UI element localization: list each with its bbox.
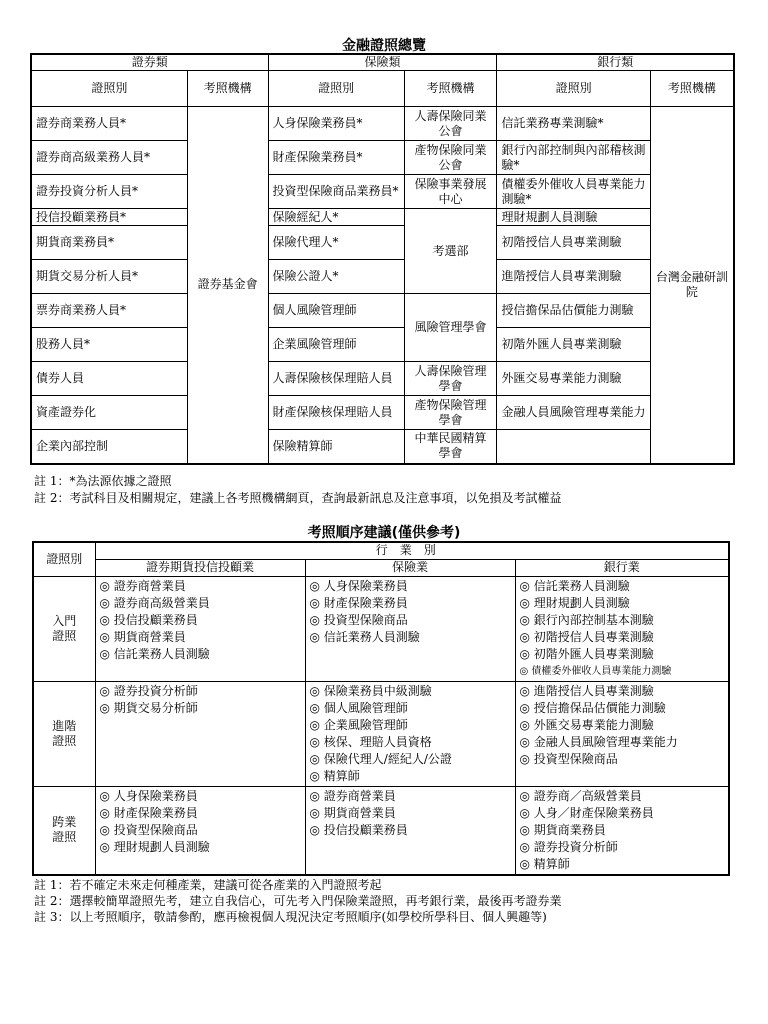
sec-cert: 投信投顧業務員* [31,209,187,226]
col-cert: 證照別 [31,71,187,107]
bank-cert: 初階外匯人員專業測驗 [497,328,650,362]
ins-cert: 人壽保險核保理賠人員 [268,362,404,396]
level-securities-list [95,681,305,786]
list-item: ◎ 投資型保險商品 [519,751,618,766]
level-label: 入門證照 [33,576,95,681]
sec-cert: 股務人員* [31,328,187,362]
list-item: ◎ 期貨商營業員 [99,629,186,644]
list-item: ◎ 企業風險管理師 [309,717,408,732]
ins-org: 風險管理學會 [404,294,497,362]
bank-cert: 信託業務專業測驗* [497,107,650,141]
list-item: ◎ 信託業務人員測驗 [99,646,210,661]
list-item: ◎ 債權委外催收人員專業能力測驗 [519,665,672,677]
list-item: ◎ 授信擔保品估價能力測驗 [519,700,666,715]
list-item: ◎ 人身保險業務員 [99,788,198,803]
bank-cert: 外匯交易專業能力測驗 [497,362,650,396]
list-item: ◎ 銀行內部控制基本測驗 [519,612,654,627]
list-item: ◎ 金融人員風險管理專業能力 [519,734,678,749]
list-item: ◎ 初階外匯人員專業測驗 [519,646,654,661]
col-org: 考照機構 [404,71,497,107]
level-label: 進階證照 [33,681,95,786]
ins-cert: 投資型保險商品業務員* [268,175,404,209]
order-note-1: 註 1：若不確定未來走何種產業，建議可從各產業的入門證照考起 [34,878,382,892]
bank-cert: 債權委外催收人員專業能力測驗* [497,175,650,209]
ins-cert: 個人風險管理師 [268,294,404,328]
industry-header: 行業別 [95,542,729,559]
level-insurance-list [305,786,515,875]
col-cert: 證照別 [497,71,650,107]
list-item: ◎ 初階授信人員專業測驗 [519,629,654,644]
level-insurance-list [305,576,515,681]
list-item: ◎ 人身／財產保險業務員 [519,805,654,820]
list-item: ◎ 投信投顧業務員 [99,612,198,627]
bank-cert: 授信擔保品估價能力測驗 [497,294,650,328]
group-header-banking: 銀行類 [497,54,734,71]
list-item: ◎ 信託業務人員測驗 [309,629,420,644]
sec-cert: 期貨商業務員* [31,226,187,260]
col-cert: 證照別 [268,71,404,107]
ins-cert: 保險精算師 [268,430,404,464]
bank-cert: 銀行內部控制與內部稽核測驗* [497,141,650,175]
ins-org: 人壽保險管理學會 [404,362,497,396]
order-table [32,541,730,876]
list-item: ◎ 投資型保險商品 [99,822,198,837]
order-col-cert: 證照別 [33,542,95,576]
bank-cert: 金融人員風險管理專業能力 [497,396,650,430]
ins-org: 考選部 [404,209,497,294]
list-item: ◎ 精算師 [519,856,570,871]
list-item: ◎ 證券商／高級營業員 [519,788,642,803]
list-item: ◎ 保險業務員中級測驗 [309,683,432,698]
list-item: ◎ 進階授信人員專業測驗 [519,683,654,698]
bank-org: 台灣金融研訓院 [650,107,734,464]
group-header-insurance: 保險類 [268,54,497,71]
ins-cert: 財產保險核保理賠人員 [268,396,404,430]
list-item: ◎ 投資型保險商品 [309,612,408,627]
order-title: 考照順序建議(僅供參考) [307,525,461,541]
sec-cert: 資產證券化 [31,396,187,430]
ins-org: 人壽保險同業公會 [404,107,497,141]
list-item: ◎ 信託業務人員測驗 [519,578,630,593]
ins-cert: 財產保險業務員* [268,141,404,175]
ins-cert: 人身保險業務員* [268,107,404,141]
level-securities-list [95,786,305,875]
ins-org: 保險事業發展中心 [404,175,497,209]
bank-cert: 初階授信人員專業測驗 [497,226,650,260]
ins-org: 產物保險同業公會 [404,141,497,175]
sec-org: 證券基金會 [187,107,268,464]
overview-table [30,53,735,465]
list-item: ◎ 投信投顧業務員 [309,822,408,837]
ins-cert: 企業風險管理師 [268,328,404,362]
list-item: ◎ 財產保險業務員 [99,805,198,820]
list-item: ◎ 保險代理人/經紀人/公證 [309,751,452,766]
bank-cert-empty [497,430,650,464]
list-item: ◎ 證券投資分析師 [99,683,198,698]
col-org: 考照機構 [187,71,268,107]
overview-note-1: 註 1：*為法源依據之證照 [34,474,172,488]
level-banking-list [515,681,729,786]
ins-org: 中華民國精算學會 [404,430,497,464]
ins-cert: 保險代理人* [268,226,404,260]
list-item: ◎ 理財規劃人員測驗 [519,595,630,610]
overview-note-2: 註 2：考試科目及相關規定，建議上各考照機構網頁，查詢最新訊息及注意事項，以免損及考試權益 [34,491,562,505]
order-note-3: 註 3：以上考照順序，敬請參酌，應再檢視個人現況決定考照順序(如學校所學科目、個人興趣等) [34,910,547,924]
order-note-2: 註 2：選擇較簡單證照先考，建立自我信心，可先考入門保險業證照，再考銀行業，最後再考證券業 [34,894,562,908]
industry-insurance: 保險業 [305,559,515,576]
list-item: ◎ 財產保險業務員 [309,595,408,610]
sec-cert: 企業內部控制 [31,430,187,464]
list-item: ◎ 精算師 [309,768,360,783]
ins-cert: 保險公證人* [268,260,404,294]
ins-org: 產物保險管理學會 [404,396,497,430]
bank-cert: 進階授信人員專業測驗 [497,260,650,294]
list-item: ◎ 證券商高級營業員 [99,595,210,610]
level-securities-list [95,576,305,681]
list-item: ◎ 理財規劃人員測驗 [99,839,210,854]
industry-securities: 證券期貨投信投顧業 [95,559,305,576]
level-label: 跨業證照 [33,786,95,875]
list-item: ◎ 期貨商業務員 [519,822,606,837]
sec-cert: 債券人員 [31,362,187,396]
level-insurance-list [305,681,515,786]
ins-cert: 保險經紀人* [268,209,404,226]
list-item: ◎ 核保、理賠人員資格 [309,734,432,749]
overview-title: 金融證照總覽 [342,38,426,54]
sec-cert: 票券商業務人員* [31,294,187,328]
col-org: 考照機構 [650,71,734,107]
industry-banking: 銀行業 [515,559,729,576]
list-item: ◎ 期貨交易分析師 [99,700,198,715]
bank-cert: 理財規劃人員測驗 [497,209,650,226]
list-item: ◎ 證券商營業員 [309,788,396,803]
level-banking-list [515,786,729,875]
group-header-securities: 證券類 [31,54,268,71]
sec-cert: 證券投資分析人員* [31,175,187,209]
level-banking-list [515,576,729,681]
sec-cert: 證券商高級業務人員* [31,141,187,175]
sec-cert: 證券商業務人員* [31,107,187,141]
sec-cert: 期貨交易分析人員* [31,260,187,294]
list-item: ◎ 個人風險管理師 [309,700,408,715]
list-item: ◎ 人身保險業務員 [309,578,408,593]
list-item: ◎ 外匯交易專業能力測驗 [519,717,654,732]
list-item: ◎ 證券商營業員 [99,578,186,593]
list-item: ◎ 期貨商營業員 [309,805,396,820]
list-item: ◎ 證券投資分析師 [519,839,618,854]
